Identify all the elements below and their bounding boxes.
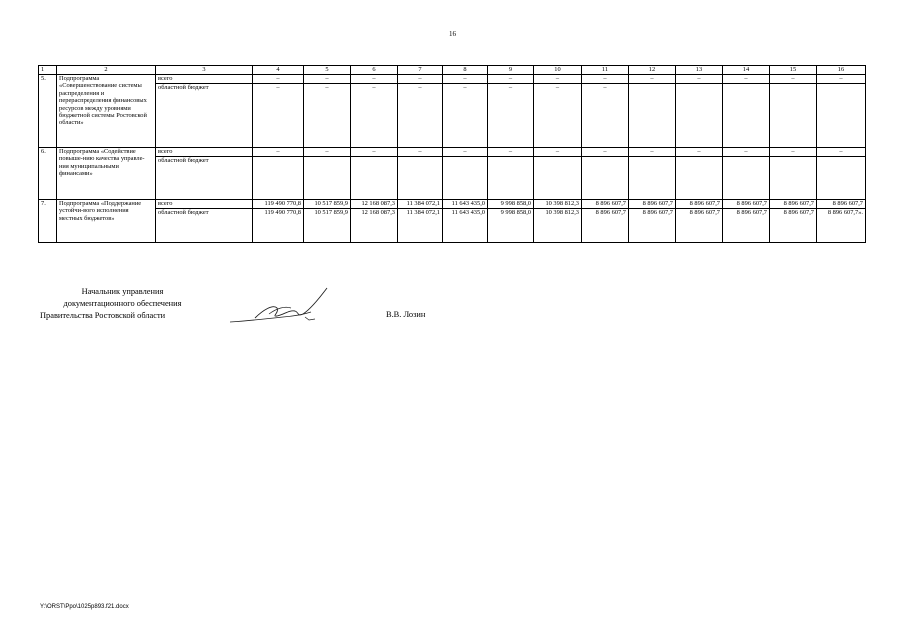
value-cell: 8 896 607,7: [676, 200, 723, 209]
value-cell: 8 896 607,7: [629, 200, 676, 209]
value-cell: 10 398 812,3: [534, 200, 582, 209]
value-cell: 9 998 858,0: [488, 209, 534, 243]
value-cell: –: [534, 84, 582, 148]
value-cell: 11 643 435,0: [443, 209, 488, 243]
value-cell: –: [488, 75, 534, 84]
column-header: 14: [723, 66, 770, 75]
value-cell: [676, 84, 723, 148]
funding-source: областной бюджет: [156, 84, 253, 148]
value-cell: –: [253, 75, 304, 84]
table-row: [39, 148, 866, 157]
budget-table: [38, 65, 866, 243]
value-cell: –: [629, 148, 676, 157]
value-cell: 8 896 607,7: [770, 200, 817, 209]
value-cell: –: [582, 75, 629, 84]
funding-source: всего: [156, 200, 253, 209]
value-cell: [770, 84, 817, 148]
value-cell: 12 168 087,3: [351, 200, 398, 209]
table-row: [39, 157, 866, 200]
column-header: 13: [676, 66, 723, 75]
value-cell: [534, 157, 582, 200]
value-cell: –: [629, 75, 676, 84]
page-number: 16: [449, 30, 456, 38]
column-header: 10: [534, 66, 582, 75]
program-name: Подпрограмма «Поддержание устойчи-вого исполнения местных бюджетов»: [57, 200, 156, 243]
value-cell: –: [351, 84, 398, 148]
value-cell: –: [534, 75, 582, 84]
value-cell: 8 896 607,7: [629, 209, 676, 243]
value-cell: 11 384 072,1: [398, 200, 443, 209]
column-header: 3: [156, 66, 253, 75]
value-cell: –: [398, 75, 443, 84]
value-cell: –: [398, 84, 443, 148]
funding-source: всего: [156, 148, 253, 157]
value-cell: –: [488, 84, 534, 148]
table-row: [39, 200, 866, 209]
value-cell: [253, 157, 304, 200]
value-cell: –: [817, 75, 866, 84]
value-cell: 8 896 607,7: [770, 209, 817, 243]
value-cell: –: [676, 148, 723, 157]
file-path: Y:\ORST\Ppo\1025p893.f21.docx: [40, 604, 129, 610]
value-cell: –: [723, 148, 770, 157]
value-cell: –: [398, 148, 443, 157]
value-cell: [676, 157, 723, 200]
value-cell: [723, 157, 770, 200]
value-cell: 8 896 607,7: [723, 200, 770, 209]
program-name: Подпрограмма «Совершенствование системы распределения и перераспределения финансовых ресурсов между уровнями бюджетной системы Ростовской области»: [57, 75, 156, 148]
column-header: 6: [351, 66, 398, 75]
column-header: 7: [398, 66, 443, 75]
value-cell: 11 384 072,1: [398, 209, 443, 243]
value-cell: [629, 157, 676, 200]
table-row: [39, 84, 866, 148]
row-number: 5.: [39, 75, 57, 148]
value-cell: [304, 157, 351, 200]
value-cell: 119 490 770,8: [253, 209, 304, 243]
value-cell: 119 490 770,8: [253, 200, 304, 209]
value-cell: [629, 84, 676, 148]
value-cell: [398, 157, 443, 200]
value-cell: –: [723, 75, 770, 84]
position-line: Правительства Ростовской области: [40, 311, 166, 320]
value-cell: 8 896 607,7: [723, 209, 770, 243]
value-cell: [817, 84, 866, 148]
column-header: 15: [770, 66, 817, 75]
column-header: 8: [443, 66, 488, 75]
value-cell: –: [770, 75, 817, 84]
funding-source: областной бюджет: [156, 157, 253, 200]
value-cell: 8 896 607,7: [582, 200, 629, 209]
column-header: 5: [304, 66, 351, 75]
column-header: 11: [582, 66, 629, 75]
value-cell: [582, 157, 629, 200]
value-cell: [488, 157, 534, 200]
value-cell: –: [443, 148, 488, 157]
value-cell: –: [304, 84, 351, 148]
column-header: 9: [488, 66, 534, 75]
value-cell: –: [534, 148, 582, 157]
value-cell: –: [582, 148, 629, 157]
value-cell: [351, 157, 398, 200]
value-cell: –: [351, 75, 398, 84]
value-cell: 10 517 859,9: [304, 209, 351, 243]
value-cell: [770, 157, 817, 200]
value-cell: –: [443, 75, 488, 84]
signer-name: В.В. Лозин: [386, 310, 426, 319]
position-line: Начальник управления: [81, 287, 164, 296]
value-cell: –: [253, 148, 304, 157]
value-cell: –: [351, 148, 398, 157]
position-line: документационного обеспечения: [63, 299, 182, 308]
funding-source: всего: [156, 75, 253, 84]
value-cell: –: [488, 148, 534, 157]
program-name: Подпрограмма «Содействие повыше-нию качества управле-ния муниципальными финансами»: [57, 148, 156, 200]
value-cell: –: [253, 84, 304, 148]
column-header: 2: [57, 66, 156, 75]
value-cell: –: [817, 148, 866, 157]
value-cell: [817, 157, 866, 200]
value-cell: –: [304, 148, 351, 157]
value-cell: 8 896 607,7: [582, 209, 629, 243]
value-cell: –: [582, 84, 629, 148]
table-row: [39, 209, 866, 243]
value-cell: [723, 84, 770, 148]
value-cell: –: [443, 84, 488, 148]
value-cell: 8 896 607,7: [817, 200, 866, 209]
value-cell: 12 168 087,3: [351, 209, 398, 243]
value-cell: 9 998 858,0: [488, 200, 534, 209]
column-header: 1: [39, 66, 57, 75]
column-header: 16: [817, 66, 866, 75]
column-header: 12: [629, 66, 676, 75]
column-header: 4: [253, 66, 304, 75]
value-cell: –: [770, 148, 817, 157]
funding-source: областной бюджет: [156, 209, 253, 243]
value-cell: –: [304, 75, 351, 84]
value-cell: –: [676, 75, 723, 84]
signatory-position: [40, 286, 215, 322]
value-cell: 10 517 859,9: [304, 200, 351, 209]
row-number: 6.: [39, 148, 57, 200]
handwritten-signature: [225, 284, 340, 329]
value-cell: [443, 157, 488, 200]
value-cell: 11 643 435,0: [443, 200, 488, 209]
row-number: 7.: [39, 200, 57, 243]
table-row: [39, 75, 866, 84]
table-header-row: [39, 66, 866, 75]
value-cell: 8 896 607,7: [676, 209, 723, 243]
value-cell: 10 398 812,3: [534, 209, 582, 243]
value-cell: 8 896 607,7».: [817, 209, 866, 243]
